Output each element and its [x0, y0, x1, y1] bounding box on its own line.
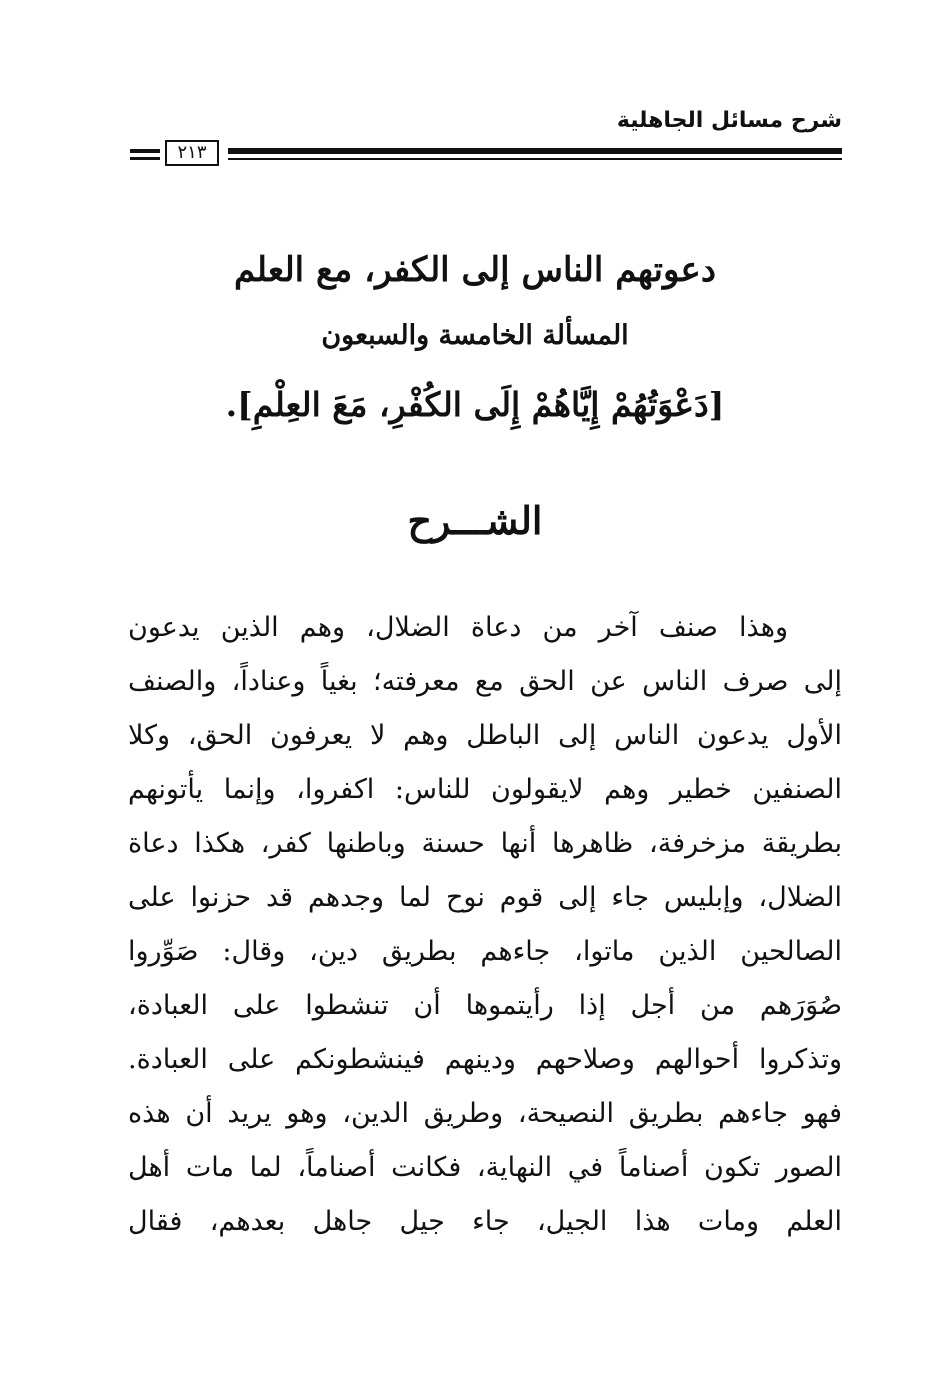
header-rule-thick: [228, 148, 842, 154]
header-rule-thin: [228, 158, 842, 160]
body-line: فهو جاءهم بطريق النصيحة، وطريق الدين، وهو يريد أن هذه: [128, 1098, 842, 1129]
chapter-title: دعوتهم الناس إلى الكفر، مع العلم: [234, 250, 716, 290]
body-line: إلى صرف الناس عن الحق مع معرفته؛ بغياً وعناداً، والصنف: [128, 666, 842, 697]
page-number: ٢١٣: [165, 140, 219, 166]
section-title: الشـــرح: [407, 498, 543, 543]
body-line: صُوَرَهم من أجل إذا رأيتموها أن تنشطوا على العبادة،: [128, 990, 842, 1021]
running-title: شرح مسائل الجاهلية: [616, 108, 842, 133]
body-line: وهذا صنف آخر من دعاة الضلال، وهم الذين يدعون: [128, 612, 788, 643]
chapter-subtitle: المسألة الخامسة والسبعون: [321, 320, 629, 351]
body-line: وتذكروا أحوالهم وصلاحهم ودينهم فينشطونكم على العبادة.: [128, 1044, 842, 1075]
header-rule-left-bottom: [130, 157, 160, 160]
header-rule-left-top: [130, 149, 160, 153]
body-line: الأول يدعون الناس إلى الباطل وهم لا يعرفون الحق، وكلا: [128, 720, 842, 751]
body-line: الصالحين الذين ماتوا، جاءهم بطريق دين، وقال: صَوِّروا: [128, 936, 842, 967]
body-line: بطريقة مزخرفة، ظاهرها أنها حسنة وباطنها كفر، هكذا دعاة: [128, 828, 842, 859]
body-line: الصنفين خطير وهم لايقولون للناس: اكفروا، وإنما يأتونهم: [128, 774, 842, 805]
body-line: الضلال، وإبليس جاء إلى قوم نوح لما وجدهم قد حزنوا على: [128, 882, 842, 913]
chapter-quote: [دَعْوَتُهُمْ إِيَّاهُمْ إِلَى الكُفْرِ، مَعَ العِلْمِ].: [225, 385, 725, 424]
body-line: العلم ومات هذا الجيل، جاء جيل جاهل بعدهم، فقال: [128, 1206, 842, 1237]
body-line: الصور تكون أصناماً في النهاية، فكانت أصناماً، لما مات أهل: [128, 1152, 842, 1183]
